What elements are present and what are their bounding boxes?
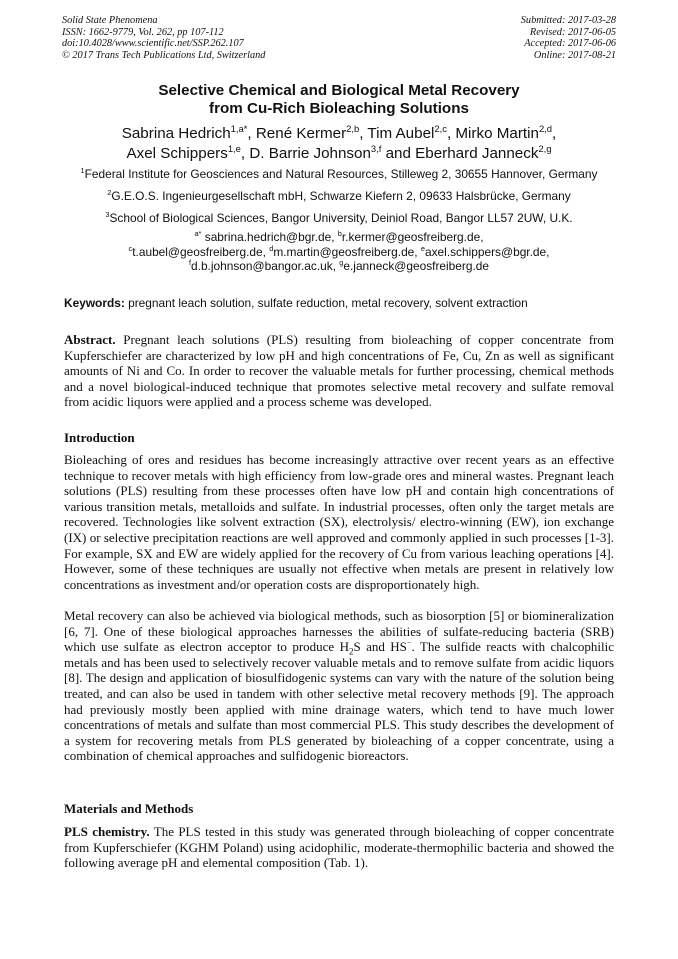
email-line-2: $^c$t.aubel@geosfreiberg.de, $^d$m.martin@geosfreiberg.de, $^e$axel.schippers@bgr.de, (128, 243, 550, 259)
date-accepted: Accepted: 2017-06-06 (524, 38, 616, 50)
email-address: r.kermer@geosfreiberg.de (341, 230, 481, 244)
affiliation-1: $^1$Federal Institute for Geosciences and Natural Resources, Stilleweg 2, 30655 Hannover, Germany (80, 166, 598, 181)
title-line-1: Selective Chemical and Biological Metal Recovery (158, 82, 520, 99)
date-online: Online: 2017-08-21 (533, 49, 616, 61)
journal-issn: ISSN: 1662-9779, Vol. 262, pp 107-112 (62, 26, 224, 38)
email-list (40, 230, 638, 274)
email-address: sabrina.hedrich@bgr.de (204, 230, 332, 244)
author-sup: 3,f (370, 142, 382, 154)
author-name: D. Barrie Johnson (249, 145, 371, 162)
introduction-paragraph-1: Bioleaching of ores and residues has become increasingly attractive over recent years as an effective technique to recover metals with high efficiency from low-grade ores and mineral wastes. Pregnant leach solutions (PLS) resulting from these processes often have low pH and contain high concentrations of various transition metals, metalloids and sulfate. In industrial processes, often only the target metals are recovered. Technologies like solvent extraction (SX), electrolysis/ electro-winning (EW), ion exchange (IX) or selective precipitation reactions are well approved and commonly applied in such processes [1-3]. For example, SX and EW are widely applied for the recovery of Cu from various leaching operations [4]. However, some of these techniques are usually not effective when metals are present in relatively low concentrations as investment and/or operation costs are disproportionately high. (64, 452, 614, 592)
journal-header-left (62, 15, 265, 61)
email-address: m.martin@geosfreiberg.de (273, 244, 415, 259)
author-name: René Kermer (255, 125, 347, 142)
email-address: d.b.johnson@bangor.ac.uk (191, 259, 333, 273)
journal-doi: doi:10.4028/www.scientific.net/SSP.262.107 (62, 38, 244, 50)
email-address: t.aubel@geosfreiberg.de (132, 244, 263, 259)
email-line-1: $^{a*}$ sabrina.hedrich@bgr.de, $^b$r.kermer@geosfreiberg.de, (194, 229, 484, 244)
date-revised: Revised: 2017-06-05 (529, 26, 616, 38)
author-name: Tim Aubel (367, 125, 435, 142)
author-name: Mirko Martin (455, 125, 539, 142)
abstract-label: Abstract. (64, 332, 116, 347)
author-line-2: Axel Schippers$^{1,e}$, D. Barrie Johnson$^{3,f}$ and Eberhard Janneck$^{2,g}$ (126, 142, 552, 162)
paper-title (40, 82, 638, 118)
email-line-3: $^f$d.b.johnson@bangor.ac.uk, $^g$e.janneck@geosfreiberg.de (188, 258, 489, 273)
author-sup: 1,a* (230, 122, 248, 134)
email-address: axel.schippers@bgr.de (425, 244, 547, 259)
author-sup: 2,b (346, 122, 360, 134)
introduction-heading: Introduction (64, 430, 135, 445)
journal-copyright: © 2017 Trans Tech Publications Ltd, Switzerland (62, 49, 266, 61)
affiliation-2: $^2$G.E.O.S. Ingenieurgesellschaft mbH, Schwarze Kiefern 2, 09633 Halsbrücke, Germany (107, 188, 571, 203)
date-submitted: Submitted: 2017-03-28 (520, 15, 616, 26)
journal-header-right (521, 15, 616, 61)
pls-chemistry-label: PLS chemistry. (64, 824, 150, 839)
author-sup: 1,e (227, 142, 241, 154)
title-line-2: from Cu-Rich Bioleaching Solutions (209, 100, 469, 117)
author-name: Sabrina Hedrich (121, 125, 231, 142)
journal-name: Solid State Phenomena (62, 15, 158, 26)
author-name: Eberhard Janneck (415, 145, 539, 162)
keywords-text: pregnant leach solution, sulfate reduction, metal recovery, solvent extraction (128, 296, 528, 310)
author-line-1: Sabrina Hedrich$^{1,a*}$, René Kermer$^{2,b}$, Tim Aubel$^{2,c}$, Mirko Martin$^{2,d}$, (121, 122, 557, 142)
abstract-text: Pregnant leach solutions (PLS) resulting from bioleaching of copper concentrate from Kupferschiefer are characterized by low pH and high concentrations of Fe, Cu, Zn as well as significant amounts of Ni and Co. In order to recover the valuable metals for further processing, chemical methods and a novel biological-induced technique that promotes selective metal recovery and sulfate removal from acidic liquors were applied and a process scheme was developed. (64, 332, 614, 410)
email-address: e.janneck@geosfreiberg.de (343, 259, 489, 273)
author-sup: 2,c (434, 122, 447, 134)
pls-chemistry-text: The PLS tested in this study was generated through bioleaching of copper concentrate from Kupferschiefer (KGHM Poland) using acidophilic, moderate-thermophilic bacteria and showed the following average pH and elemental composition (Tab. 1). (64, 824, 615, 871)
author-list (40, 124, 638, 164)
methods-heading: Materials and Methods (64, 801, 194, 816)
pls-chemistry-paragraph (64, 824, 614, 871)
affiliation-3: $^3$School of Biological Sciences, Bangor University, Deiniol Road, Bangor LL57 2UW, U.K. (105, 210, 573, 225)
author-sup: 2,g (538, 142, 552, 154)
abstract (64, 332, 614, 410)
keywords-label: Keywords: (64, 296, 125, 310)
author-sup: 2,d (538, 122, 553, 134)
keywords (64, 296, 624, 310)
introduction-paragraph-2: Metal recovery can also be achieved via biological methods, such as biosorption [5] or biomineralization [6, 7]. One of these biological approaches harnesses the abilities of sulfate-reducing bacteria (SRB) which use sulfate as electron acceptor to produce $H_2S$ and HS−. The sulfide reacts with chalcophilic metals and has been used to selectively recover valuable metals and to remove sulfate from acidic liquors [8]. The design and application of biosulfidogenic systems can vary with the nature of the solution being treated, and can also be used in tandem with other selective metal recovery methods [9]. The approach had previously mostly been applied with mine drainage waters, which tend to have much lower concentrations of metals and sulfate than most commercial PLS. This study describes the development of a system for recovering metals from PLS generated by bioleaching of a copper concentrate, using a combination of chemical approaches and sulfidogenic bioreactors. (64, 608, 614, 764)
author-name: Axel Schippers (126, 145, 228, 162)
